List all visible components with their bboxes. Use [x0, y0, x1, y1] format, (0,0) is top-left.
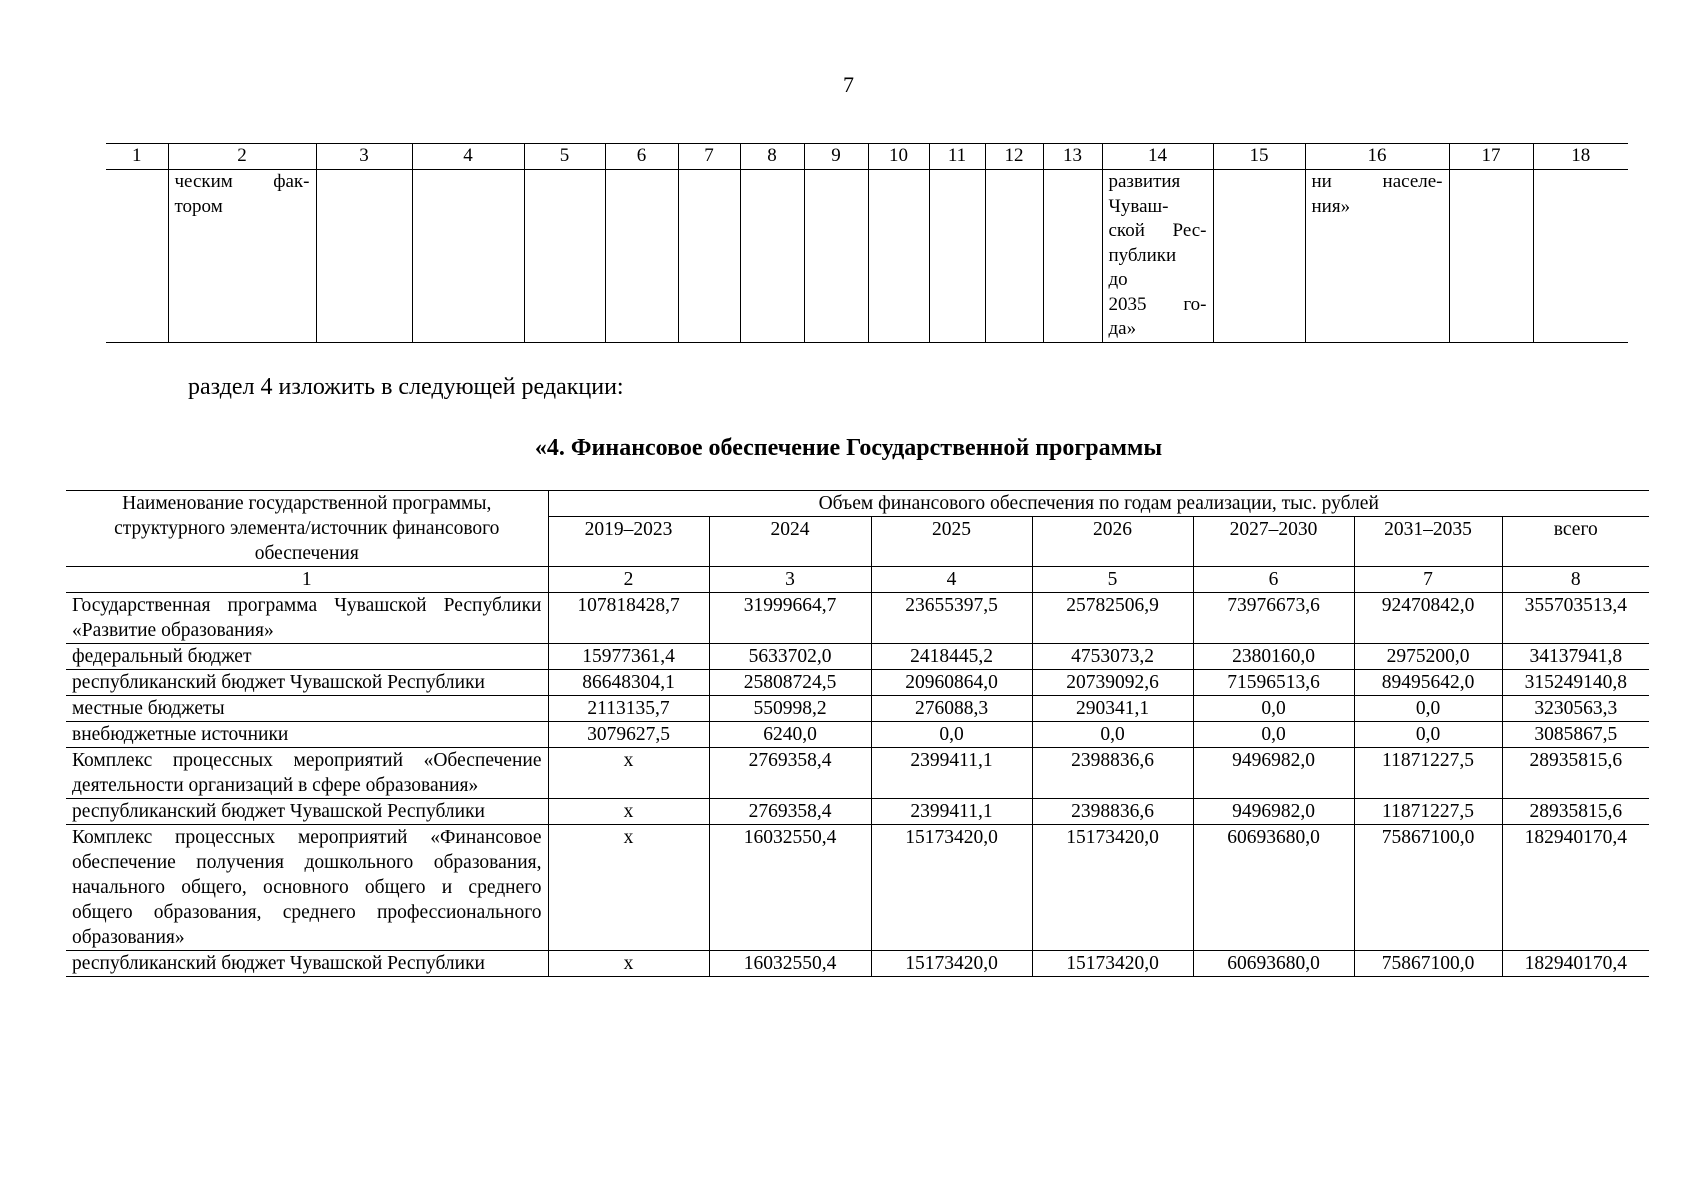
value-cell: 86648304,1 — [548, 670, 709, 696]
column-number-row — [66, 567, 1649, 593]
column-number: 11 — [929, 144, 985, 170]
year-header: всего — [1502, 517, 1649, 567]
value-cell: 92470842,0 — [1354, 593, 1502, 644]
value-cell: 2769358,4 — [709, 799, 871, 825]
value-cell: 107818428,7 — [548, 593, 709, 644]
value-cell: 550998,2 — [709, 696, 871, 722]
table-row — [66, 799, 1649, 825]
column-number: 8 — [1502, 567, 1649, 593]
cell — [868, 170, 929, 343]
value-cell: 60693680,0 — [1193, 825, 1354, 951]
value-cell: 4753073,2 — [1032, 644, 1193, 670]
continuation-table — [106, 143, 1628, 343]
cell-col-14 — [1102, 170, 1213, 343]
cell — [1533, 170, 1628, 343]
value-cell: х — [548, 825, 709, 951]
value-cell: 6240,0 — [709, 722, 871, 748]
row-name: Государственная программа Чувашской Республики «Развитие образования» — [66, 593, 548, 644]
value-cell: 182940170,4 — [1502, 951, 1649, 977]
value-cell: 15173420,0 — [871, 951, 1032, 977]
row-name: Комплекс процессных мероприятий «Финансовое обеспечение получения дошкольного образования, начального общего, основного общего и среднего общего образования, среднего профессионального образования» — [66, 825, 548, 951]
value-cell: 0,0 — [871, 722, 1032, 748]
table-row — [66, 670, 1649, 696]
column-number: 4 — [871, 567, 1032, 593]
value-cell: 15173420,0 — [1032, 825, 1193, 951]
column-number: 1 — [66, 567, 548, 593]
row-name: республиканский бюджет Чувашской Республики — [66, 799, 548, 825]
column-number: 3 — [709, 567, 871, 593]
value-cell: 75867100,0 — [1354, 825, 1502, 951]
value-cell: 23655397,5 — [871, 593, 1032, 644]
cell — [1213, 170, 1305, 343]
value-cell: 0,0 — [1193, 722, 1354, 748]
value-cell: 20960864,0 — [871, 670, 1032, 696]
year-header: 2026 — [1032, 517, 1193, 567]
value-cell: 31999664,7 — [709, 593, 871, 644]
cell — [929, 170, 985, 343]
value-cell: 290341,1 — [1032, 696, 1193, 722]
column-number: 7 — [678, 144, 740, 170]
cell — [524, 170, 605, 343]
row-name: местные бюджеты — [66, 696, 548, 722]
cell — [740, 170, 804, 343]
value-cell: 34137941,8 — [1502, 644, 1649, 670]
column-number-row — [106, 144, 1628, 170]
value-cell: х — [548, 748, 709, 799]
table-row — [66, 696, 1649, 722]
cell — [804, 170, 868, 343]
column-number: 5 — [1032, 567, 1193, 593]
value-cell: 2380160,0 — [1193, 644, 1354, 670]
value-cell: 16032550,4 — [709, 825, 871, 951]
year-header: 2027–2030 — [1193, 517, 1354, 567]
column-number: 10 — [868, 144, 929, 170]
value-cell: 5633702,0 — [709, 644, 871, 670]
value-cell: 15173420,0 — [1032, 951, 1193, 977]
column-number: 6 — [605, 144, 678, 170]
value-cell: 2398836,6 — [1032, 799, 1193, 825]
value-cell: 11871227,5 — [1354, 748, 1502, 799]
table-row — [66, 593, 1649, 644]
cell-line: развития — [1108, 171, 1181, 192]
value-cell: х — [548, 799, 709, 825]
table-row — [66, 722, 1649, 748]
cell — [985, 170, 1043, 343]
value-cell: 355703513,4 — [1502, 593, 1649, 644]
value-cell: 2398836,6 — [1032, 748, 1193, 799]
value-cell: 28935815,6 — [1502, 799, 1649, 825]
table-row — [66, 825, 1649, 951]
name-header: Наименование государственной программы, структурного элемента/источник финансового обеспечения — [66, 491, 548, 567]
column-number: 13 — [1043, 144, 1102, 170]
value-cell: 2399411,1 — [871, 799, 1032, 825]
year-header: 2031–2035 — [1354, 517, 1502, 567]
value-cell: 2975200,0 — [1354, 644, 1502, 670]
value-cell: 60693680,0 — [1193, 951, 1354, 977]
value-cell: 3085867,5 — [1502, 722, 1649, 748]
value-cell: 3230563,3 — [1502, 696, 1649, 722]
cell-line: да» — [1108, 318, 1137, 339]
column-number: 2 — [548, 567, 709, 593]
value-cell: 0,0 — [1193, 696, 1354, 722]
value-cell: 9496982,0 — [1193, 748, 1354, 799]
value-cell: 71596513,6 — [1193, 670, 1354, 696]
row-name: внебюджетные источники — [66, 722, 548, 748]
cell — [316, 170, 412, 343]
column-number: 6 — [1193, 567, 1354, 593]
table-row — [66, 951, 1649, 977]
cell-line: ни населе- — [1311, 171, 1443, 192]
value-cell: 0,0 — [1354, 696, 1502, 722]
value-cell: 28935815,6 — [1502, 748, 1649, 799]
cell-line: Чуваш- — [1108, 195, 1169, 217]
value-cell: 25782506,9 — [1032, 593, 1193, 644]
cell — [1043, 170, 1102, 343]
value-cell: 2399411,1 — [871, 748, 1032, 799]
cell-line: ской Рес- — [1108, 220, 1207, 241]
row-name: республиканский бюджет Чувашской Республики — [66, 670, 548, 696]
value-cell: 15977361,4 — [548, 644, 709, 670]
value-cell: 182940170,4 — [1502, 825, 1649, 951]
column-number: 3 — [316, 144, 412, 170]
column-number: 7 — [1354, 567, 1502, 593]
cell — [412, 170, 524, 343]
value-cell: 3079627,5 — [548, 722, 709, 748]
intro-text: раздел 4 изложить в следующей редакции: — [188, 374, 624, 400]
page-number: 7 — [843, 72, 854, 97]
value-cell: 11871227,5 — [1354, 799, 1502, 825]
column-number: 16 — [1305, 144, 1449, 170]
value-cell: 2769358,4 — [709, 748, 871, 799]
value-cell: 25808724,5 — [709, 670, 871, 696]
year-header: 2025 — [871, 517, 1032, 567]
cell — [605, 170, 678, 343]
year-header: 2019–2023 — [548, 517, 709, 567]
value-cell: 75867100,0 — [1354, 951, 1502, 977]
value-cell: 15173420,0 — [871, 825, 1032, 951]
section-title: «4. Финансовое обеспечение Государственной программы — [534, 435, 1163, 461]
value-cell: 2418445,2 — [871, 644, 1032, 670]
column-number: 8 — [740, 144, 804, 170]
volume-header: Объем финансового обеспечения по годам реализации, тыс. рублей — [548, 491, 1649, 517]
column-number: 18 — [1533, 144, 1628, 170]
row-name: федеральный бюджет — [66, 644, 548, 670]
value-cell: 276088,3 — [871, 696, 1032, 722]
column-number: 17 — [1449, 144, 1533, 170]
value-cell: х — [548, 951, 709, 977]
value-cell: 73976673,6 — [1193, 593, 1354, 644]
value-cell: 9496982,0 — [1193, 799, 1354, 825]
financing-table — [66, 490, 1649, 977]
cell-line: ния» — [1311, 195, 1351, 217]
cell-col-16 — [1305, 170, 1449, 343]
column-number: 2 — [168, 144, 316, 170]
cell-line: тором — [174, 195, 223, 217]
cell-line: ческим фак- — [174, 171, 310, 192]
table-row — [106, 170, 1628, 343]
value-cell: 0,0 — [1032, 722, 1193, 748]
cell — [678, 170, 740, 343]
value-cell: 0,0 — [1354, 722, 1502, 748]
header-row — [66, 491, 1649, 517]
value-cell: 2113135,7 — [548, 696, 709, 722]
cell-line: публики — [1108, 244, 1177, 266]
cell — [1449, 170, 1533, 343]
table-row — [66, 748, 1649, 799]
cell-line: 2035 го- — [1108, 293, 1207, 315]
column-number: 1 — [106, 144, 168, 170]
value-cell: 20739092,6 — [1032, 670, 1193, 696]
column-number: 14 — [1102, 144, 1213, 170]
column-number: 9 — [804, 144, 868, 170]
cell-line: до — [1108, 269, 1128, 290]
column-number: 4 — [412, 144, 524, 170]
table-row — [66, 644, 1649, 670]
row-name: Комплекс процессных мероприятий «Обеспечение деятельности организаций в сфере образования» — [66, 748, 548, 799]
column-number: 15 — [1213, 144, 1305, 170]
column-number: 5 — [524, 144, 605, 170]
value-cell: 315249140,8 — [1502, 670, 1649, 696]
row-name: республиканский бюджет Чувашской Республики — [66, 951, 548, 977]
value-cell: 16032550,4 — [709, 951, 871, 977]
cell — [106, 170, 168, 343]
value-cell: 89495642,0 — [1354, 670, 1502, 696]
column-number: 12 — [985, 144, 1043, 170]
year-header: 2024 — [709, 517, 871, 567]
cell-col-2 — [168, 170, 316, 343]
